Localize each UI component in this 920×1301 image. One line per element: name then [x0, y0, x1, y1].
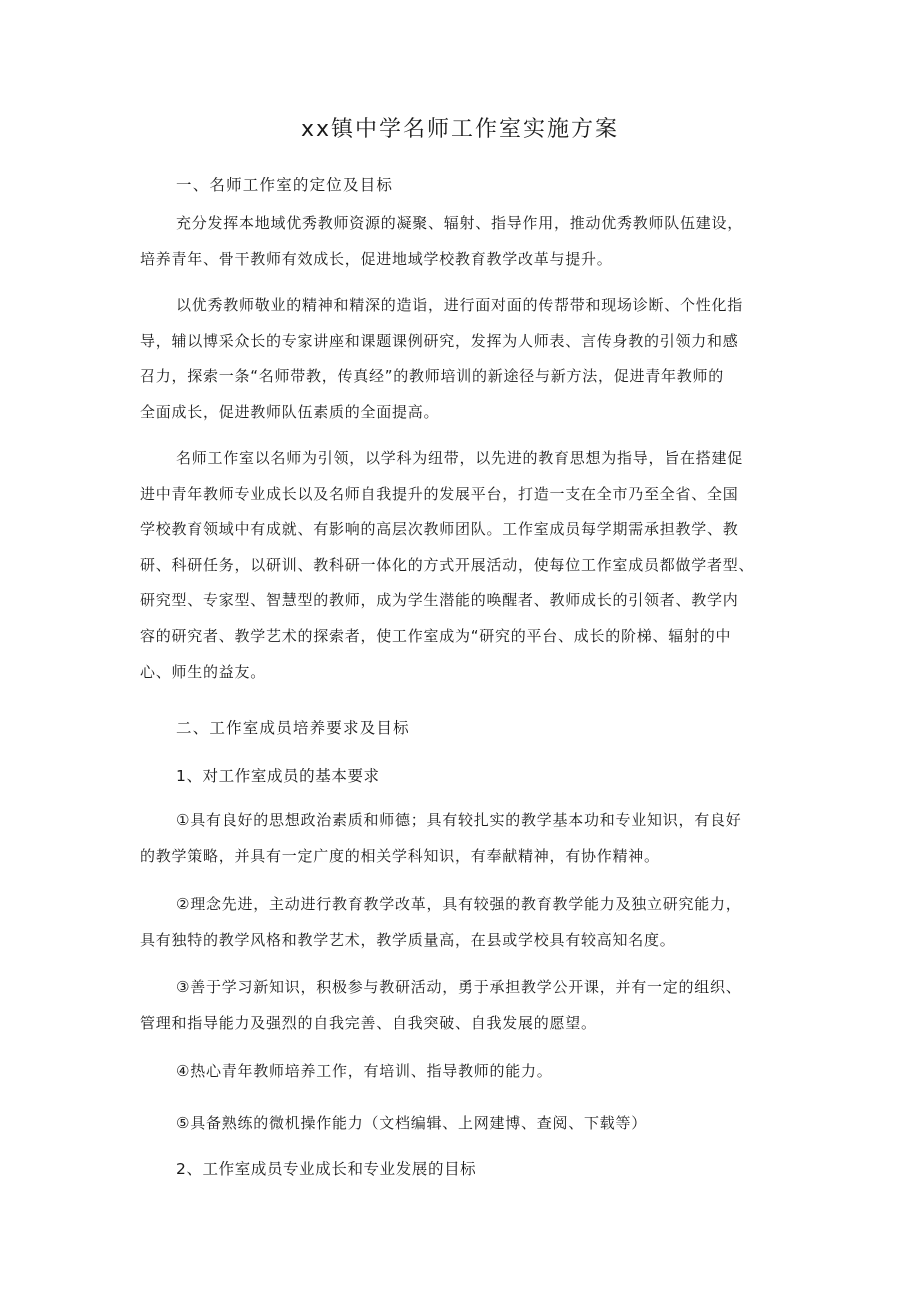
paragraph-line: ⑤具备熟练的微机操作能力（文档编辑、上网建博、查阅、下载等）: [176, 1114, 647, 1132]
paragraph-line: 进中青年教师专业成长以及名师自我提升的发展平台，打造一支在全市乃至全省、全国: [140, 484, 739, 503]
section-heading-2: 二、工作室成员培养要求及目标: [176, 719, 410, 737]
paragraph-line: ②理念先进，主动进行教育教学改革，具有较强的教育教学能力及独立研究能力，: [176, 895, 742, 913]
subsection-heading-1: 1、对工作室成员的基本要求: [176, 767, 380, 785]
paragraph-line: 容的研究者、教学艺术的探索者，使工作室成为“研究的平台、成长的阶梯、辐射的中: [140, 626, 732, 645]
paragraph-line: 心、师生的益友。: [140, 662, 267, 681]
paragraph-line: 名师工作室以名师为引领，以学科为纽带，以先进的教育思想为指导，旨在搭建促: [176, 449, 744, 467]
paragraph-line: ①具有良好的思想政治素质和师德；具有较扎实的教学基本功和专业知识，有良好: [176, 811, 742, 829]
paragraph-line: ④热心青年教师培养工作，有培训、指导教师的能力。: [176, 1062, 553, 1080]
requirement-4: [140, 1054, 785, 1090]
requirement-2: [140, 887, 785, 958]
paragraph-line: 研究型、专家型、智慧型的教师，成为学生潜能的唤醒者、教师成长的引领者、教学内: [140, 591, 739, 610]
paragraph-line: 研、科研任务，以研训、教科研一体化的方式开展活动，使每位工作室成员都做学者型、: [140, 555, 755, 574]
section-heading-1: 一、名师工作室的定位及目标: [176, 176, 394, 194]
paragraph-1: [140, 206, 785, 277]
paragraph-line: 学校教育领域中有成就、有影响的高层次教师团队。工作室成员每学期需承担教学、教: [140, 520, 739, 539]
subsection-heading-2: 2、工作室成员专业成长和专业发展的目标: [176, 1160, 477, 1178]
paragraph-line: 以优秀教师敬业的精神和精深的造诣，进行面对面的传帮带和现场诊断、个性化指: [176, 296, 744, 314]
paragraph-3: [140, 441, 785, 690]
paragraph-line: 充分发挥本地域优秀教师资源的凝聚、辐射、指导作用，推动优秀教师队伍建设，: [176, 214, 744, 232]
document-title: xx镇中学名师工作室实施方案: [300, 117, 620, 142]
paragraph-line: ③善于学习新知识，积极参与教研活动，勇于承担教学公开课，并有一定的组织、: [176, 978, 742, 996]
paragraph-line: 召力，探索一条“名师带教，传真经”的教师培训的新途径与新方法，促进青年教师的: [140, 367, 725, 386]
paragraph-line: 具有独特的教学风格和教学艺术，教学质量高，在县或学校具有较高知名度。: [140, 930, 676, 949]
requirement-3: [140, 970, 785, 1041]
paragraph-line: 全面成长，促进教师队伍素质的全面提高。: [140, 402, 440, 421]
paragraph-2: [140, 288, 785, 430]
requirement-5: [140, 1106, 785, 1142]
requirement-1: [140, 803, 785, 874]
paragraph-line: 管理和指导能力及强烈的自我完善、自我突破、自我发展的愿望。: [140, 1013, 597, 1032]
paragraph-line: 培养青年、骨干教师有效成长，促进地域学校教育教学改革与提升。: [140, 249, 613, 268]
paragraph-line: 导，辅以博采众长的专家讲座和课题课例研究，发挥为人师表、言传身教的引领力和感: [140, 331, 739, 350]
paragraph-line: 的教学策略，并具有一定广度的相关学科知识，有奉献精神，有协作精神。: [140, 846, 660, 865]
